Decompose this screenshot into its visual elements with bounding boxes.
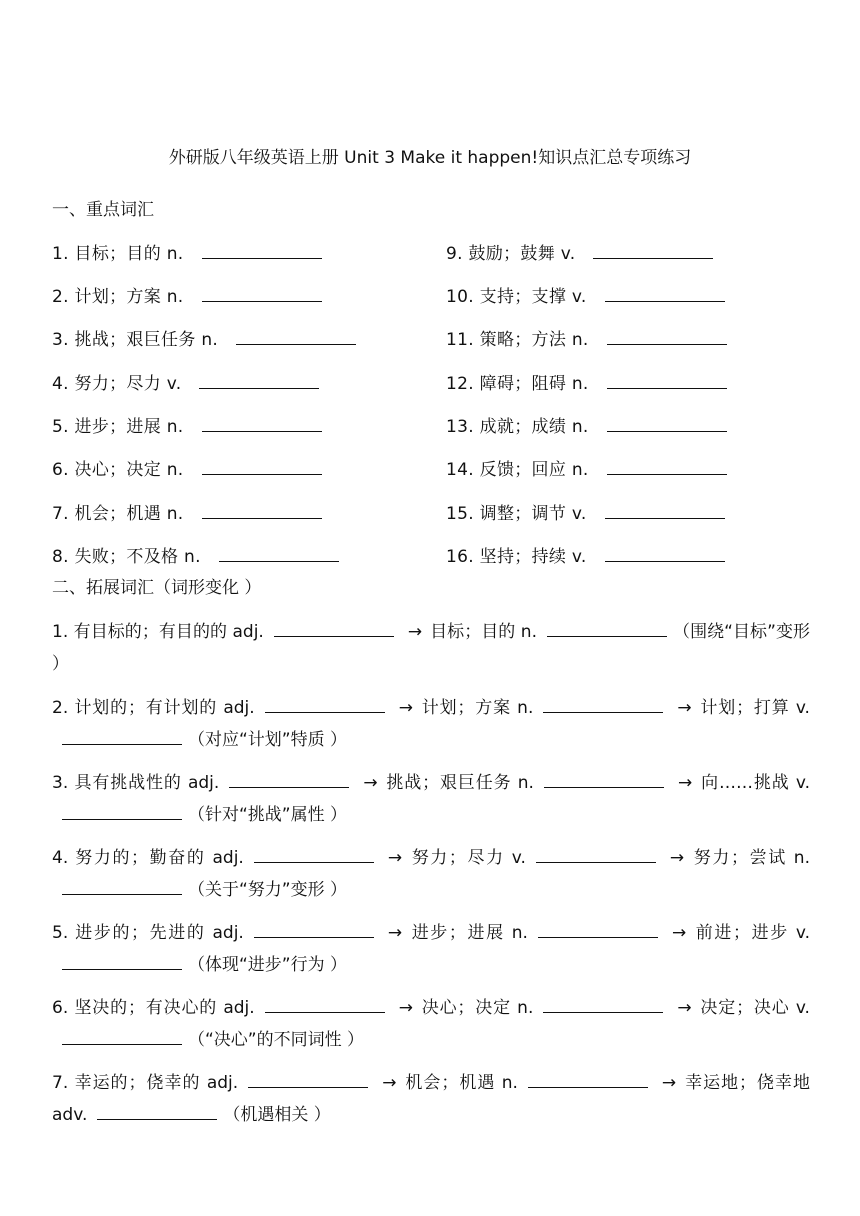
vocab-item-text: 12. 障碍；阻碍 n. xyxy=(446,374,589,394)
arrow-icon: → xyxy=(387,923,403,943)
word-form-item xyxy=(52,692,810,756)
answer-blank[interactable] xyxy=(538,936,658,938)
answer-blank[interactable] xyxy=(202,473,322,475)
word-form-item xyxy=(52,767,810,831)
vocab-item xyxy=(52,458,322,482)
arrow-icon: → xyxy=(382,1073,397,1093)
vocab-item-text: 1. 目标；目的 n. xyxy=(52,244,184,264)
item-note: （关于“努力”变形 ） xyxy=(188,880,348,900)
adjective-prompt: 7. 幸运的；侥幸的 adj. xyxy=(52,1073,239,1093)
verb-prompt: 决定；决心 v. xyxy=(699,998,810,1018)
vocab-row xyxy=(52,415,812,439)
answer-blank[interactable] xyxy=(254,936,374,938)
answer-blank[interactable] xyxy=(62,743,182,745)
arrow-icon: → xyxy=(363,773,378,793)
vocab-item-text: 13. 成就；成绩 n. xyxy=(446,417,589,437)
vocab-item xyxy=(52,545,339,569)
document-title: 外研版八年级英语上册 Unit 3 Make it happen!知识点汇总专项练习 xyxy=(168,148,692,168)
answer-blank[interactable] xyxy=(219,560,339,562)
vocab-item xyxy=(52,372,319,396)
answer-blank[interactable] xyxy=(605,300,725,302)
arrow-icon: → xyxy=(398,998,413,1018)
vocab-item xyxy=(446,242,713,266)
adjective-prompt: 5. 进步的；先进的 adj. xyxy=(52,923,244,943)
vocab-item xyxy=(446,502,725,526)
vocab-item xyxy=(52,502,322,526)
answer-blank[interactable] xyxy=(248,1086,368,1088)
arrow-icon: → xyxy=(677,773,693,793)
noun-prompt: 计划；方案 n. xyxy=(420,698,534,718)
answer-blank[interactable] xyxy=(236,343,356,345)
answer-blank[interactable] xyxy=(62,968,182,970)
answer-blank[interactable] xyxy=(605,517,725,519)
word-form-item xyxy=(52,616,810,680)
answer-blank[interactable] xyxy=(202,517,322,519)
answer-blank[interactable] xyxy=(543,1011,663,1013)
answer-blank[interactable] xyxy=(202,300,322,302)
arrow-icon: → xyxy=(671,923,687,943)
section-heading-extended-vocabulary: 二、拓展词汇（词形变化 ） xyxy=(52,578,262,598)
vocab-item-text: 7. 机会；机遇 n. xyxy=(52,504,184,524)
answer-blank[interactable] xyxy=(62,893,182,895)
vocab-item-text: 11. 策略；方法 n. xyxy=(446,330,589,350)
answer-blank[interactable] xyxy=(202,430,322,432)
item-note: （体现“进步”行为 ） xyxy=(188,955,348,975)
vocab-item xyxy=(52,242,322,266)
vocab-item-text: 16. 坚持；持续 v. xyxy=(446,547,587,567)
answer-blank[interactable] xyxy=(265,711,385,713)
item-note: （机遇相关 ） xyxy=(223,1105,331,1125)
adverb-prompt: 幸运地；侥幸地 adv. xyxy=(52,1073,810,1125)
answer-blank[interactable] xyxy=(97,1118,217,1120)
arrow-icon: → xyxy=(669,848,685,868)
word-form-item xyxy=(52,992,810,1056)
answer-blank[interactable] xyxy=(254,861,374,863)
adjective-prompt: 2. 计划的；有计划的 adj. xyxy=(52,698,255,718)
verb-prompt: 努力；尽力 v. xyxy=(410,848,526,868)
vocab-item-text: 3. 挑战；艰巨任务 n. xyxy=(52,330,219,350)
vocab-item xyxy=(446,372,727,396)
vocab-item xyxy=(446,328,727,352)
adjective-prompt: 1. 有目标的；有目的的 adj. xyxy=(52,622,264,642)
answer-blank[interactable] xyxy=(62,1043,182,1045)
answer-blank[interactable] xyxy=(536,861,656,863)
answer-blank[interactable] xyxy=(607,430,727,432)
vocab-row xyxy=(52,372,812,396)
verb-prompt: 前进；进步 v. xyxy=(694,923,810,943)
answer-blank[interactable] xyxy=(265,1011,385,1013)
item-note: （围绕“目标”变形 ） xyxy=(52,622,810,674)
answer-blank[interactable] xyxy=(202,257,322,259)
answer-blank[interactable] xyxy=(607,473,727,475)
adjective-prompt: 4. 努力的；勤奋的 adj. xyxy=(52,848,244,868)
section-heading-key-vocabulary: 一、重点词汇 xyxy=(52,200,154,220)
verb-prompt: 向……挑战 v. xyxy=(700,773,810,793)
adjective-prompt: 3. 具有挑战性的 adj. xyxy=(52,773,220,793)
word-form-item xyxy=(52,1067,810,1131)
noun-prompt: 决心；决定 n. xyxy=(420,998,534,1018)
item-note: （针对“挑战”属性 ） xyxy=(188,805,348,825)
vocab-item-text: 10. 支持；支撑 v. xyxy=(446,287,587,307)
answer-blank[interactable] xyxy=(593,257,713,259)
vocab-row xyxy=(52,285,812,309)
answer-blank[interactable] xyxy=(607,343,727,345)
vocab-item-text: 2. 计划；方案 n. xyxy=(52,287,184,307)
arrow-icon: → xyxy=(398,698,413,718)
answer-blank[interactable] xyxy=(543,711,663,713)
vocab-row xyxy=(52,458,812,482)
vocab-item xyxy=(52,415,322,439)
noun-prompt: 努力；尝试 n. xyxy=(692,848,810,868)
word-form-item xyxy=(52,917,810,981)
vocab-item-text: 15. 调整；调节 v. xyxy=(446,504,587,524)
arrow-icon: → xyxy=(661,1073,677,1093)
vocab-item-text: 4. 努力；尽力 v. xyxy=(52,374,182,394)
vocab-item-text: 9. 鼓励；鼓舞 v. xyxy=(446,244,576,264)
vocab-item-text: 14. 反馈；回应 n. xyxy=(446,460,589,480)
answer-blank[interactable] xyxy=(528,1086,648,1088)
answer-blank[interactable] xyxy=(547,635,667,637)
item-note: （对应“计划”特质 ） xyxy=(188,730,348,750)
arrow-icon: → xyxy=(677,698,692,718)
arrow-icon: → xyxy=(407,622,423,642)
verb-prompt: 计划；打算 v. xyxy=(699,698,810,718)
noun-prompt: 机会；机遇 n. xyxy=(404,1073,518,1093)
vocab-item-text: 6. 决心；决定 n. xyxy=(52,460,184,480)
answer-blank[interactable] xyxy=(229,786,349,788)
vocab-item xyxy=(52,328,356,352)
adjective-prompt: 6. 坚决的；有决心的 adj. xyxy=(52,998,255,1018)
arrow-icon: → xyxy=(387,848,403,868)
vocab-item-text: 5. 进步；进展 n. xyxy=(52,417,184,437)
answer-blank[interactable] xyxy=(62,818,182,820)
word-form-item xyxy=(52,842,810,906)
vocab-item xyxy=(446,285,725,309)
vocab-row xyxy=(52,328,812,352)
item-note: （“决心”的不同词性 ） xyxy=(188,1030,365,1050)
vocab-item xyxy=(446,415,727,439)
noun-prompt: 进步；进展 n. xyxy=(410,923,528,943)
vocab-row xyxy=(52,242,812,266)
noun-prompt: 挑战；艰巨任务 n. xyxy=(385,773,534,793)
vocab-item xyxy=(446,545,725,569)
answer-blank[interactable] xyxy=(544,786,664,788)
vocab-item xyxy=(52,285,322,309)
vocab-row xyxy=(52,502,812,526)
vocab-item xyxy=(446,458,727,482)
vocab-row xyxy=(52,545,812,569)
arrow-icon: → xyxy=(677,998,692,1018)
vocab-item-text: 8. 失败；不及格 n. xyxy=(52,547,201,567)
answer-blank[interactable] xyxy=(199,387,319,389)
noun-prompt: 目标；目的 n. xyxy=(430,622,537,642)
answer-blank[interactable] xyxy=(605,560,725,562)
answer-blank[interactable] xyxy=(607,387,727,389)
answer-blank[interactable] xyxy=(274,635,394,637)
